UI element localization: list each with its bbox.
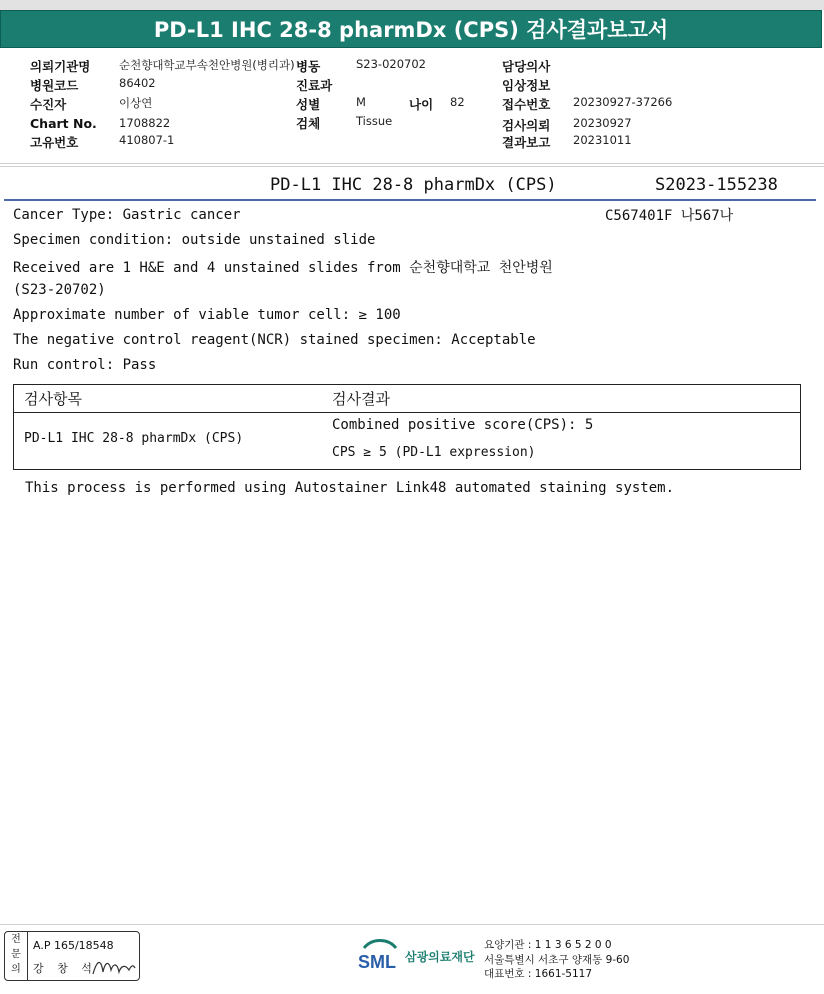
process-note: This process is performed using Autostainer Link48 automated staining system. [25,480,675,496]
care-institution-number: 요양기관 : 1 1 3 6 5 2 0 0 [484,939,612,951]
chart-no-value: 1708822 [119,116,171,130]
footer-divider [0,924,824,925]
result-id: S2023-155238 [655,175,778,195]
specialist-char: 의 [11,964,21,975]
specimen-code: C567401F 나567나 [605,208,734,224]
specialist-char: 문 [11,949,21,960]
table-result-interpretation: CPS ≥ 5 (PD-L1 expression) [332,445,536,460]
tumor-cell-line: Approximate number of viable tumor cell: ≥ 100 [13,307,401,323]
result-report-label: 결과보고 [502,135,551,150]
age-value: 82 [450,95,465,109]
specialist-char: 전 [11,934,21,945]
foundation-name: 삼광의료재단 [405,950,475,964]
ward-value: S23-020702 [356,57,426,71]
result-table [13,384,801,470]
requesting-institution-value: 순천향대학교부속천안병원(병리과) [119,58,295,72]
patient-value: 이상연 [119,96,153,110]
clinical-info-label: 임상정보 [502,78,551,93]
test-request-value: 20230927 [573,116,632,130]
unique-no-label: 고유번호 [30,135,79,150]
foundation-address: 서울특별시 서초구 양재동 9-60 [484,954,630,966]
hospital-code-value: 86402 [119,76,156,90]
result-title: PD-L1 IHC 28-8 pharmDx (CPS) [270,175,557,195]
doctor-label: 담당의사 [502,59,551,74]
result-rule-line [4,199,816,201]
table-header-divider [14,412,800,413]
patient-label: 수진자 [30,97,67,112]
sml-logo-text: SML [358,952,396,972]
chart-no-label: Chart No. [30,116,97,131]
age-label: 나이 [409,97,434,112]
top-strip [0,0,824,10]
hospital-code-label: 병원코드 [30,78,79,93]
receipt-no-value: 20230927-37266 [573,95,673,109]
run-control-line: Run control: Pass [13,357,157,373]
received-line: Received are 1 H&E and 4 unstained slides from 순천향대학교 천안병원 [13,260,553,276]
report-title: PD-L1 IHC 28-8 pharmDx (CPS) 검사결과보고서 [0,10,822,48]
pathologist-stamp [4,931,140,981]
requesting-institution-label: 의뢰기관명 [30,59,91,74]
result-report-value: 20231011 [573,133,632,147]
department-label: 진료과 [296,78,333,93]
table-result-score: Combined positive score(CPS): 5 [332,417,594,433]
table-item-name: PD-L1 IHC 28-8 pharmDx (CPS) [24,431,244,446]
unique-no-value: 410807-1 [119,133,175,147]
sml-logo-icon [358,936,402,974]
header-divider-2 [0,166,824,167]
receipt-no-label: 접수번호 [502,97,551,112]
case-number-line: (S23-20702) [13,282,106,298]
pathologist-name: 강 창 석 [33,962,97,975]
sex-label: 성별 [296,97,321,112]
signature-icon [91,954,137,978]
cancer-type-line: Cancer Type: Gastric cancer [13,207,241,223]
specimen-label: 검체 [296,116,321,131]
sex-value: M [356,95,366,109]
table-header-result: 검사결과 [332,390,390,408]
header-divider [0,163,824,164]
ward-label: 병동 [296,59,321,74]
foundation-phone: 대표번호 : 1661-5117 [484,968,593,980]
ncr-line: The negative control reagent(NCR) stained specimen: Acceptable [13,332,536,348]
table-header-item: 검사항목 [24,390,82,408]
specimen-condition-line: Specimen condition: outside unstained slide [13,232,376,248]
specialist-label [5,932,28,980]
test-request-label: 검사의뢰 [502,118,551,133]
ap-number: A.P 165/18548 [33,939,114,952]
specimen-value: Tissue [356,114,393,128]
